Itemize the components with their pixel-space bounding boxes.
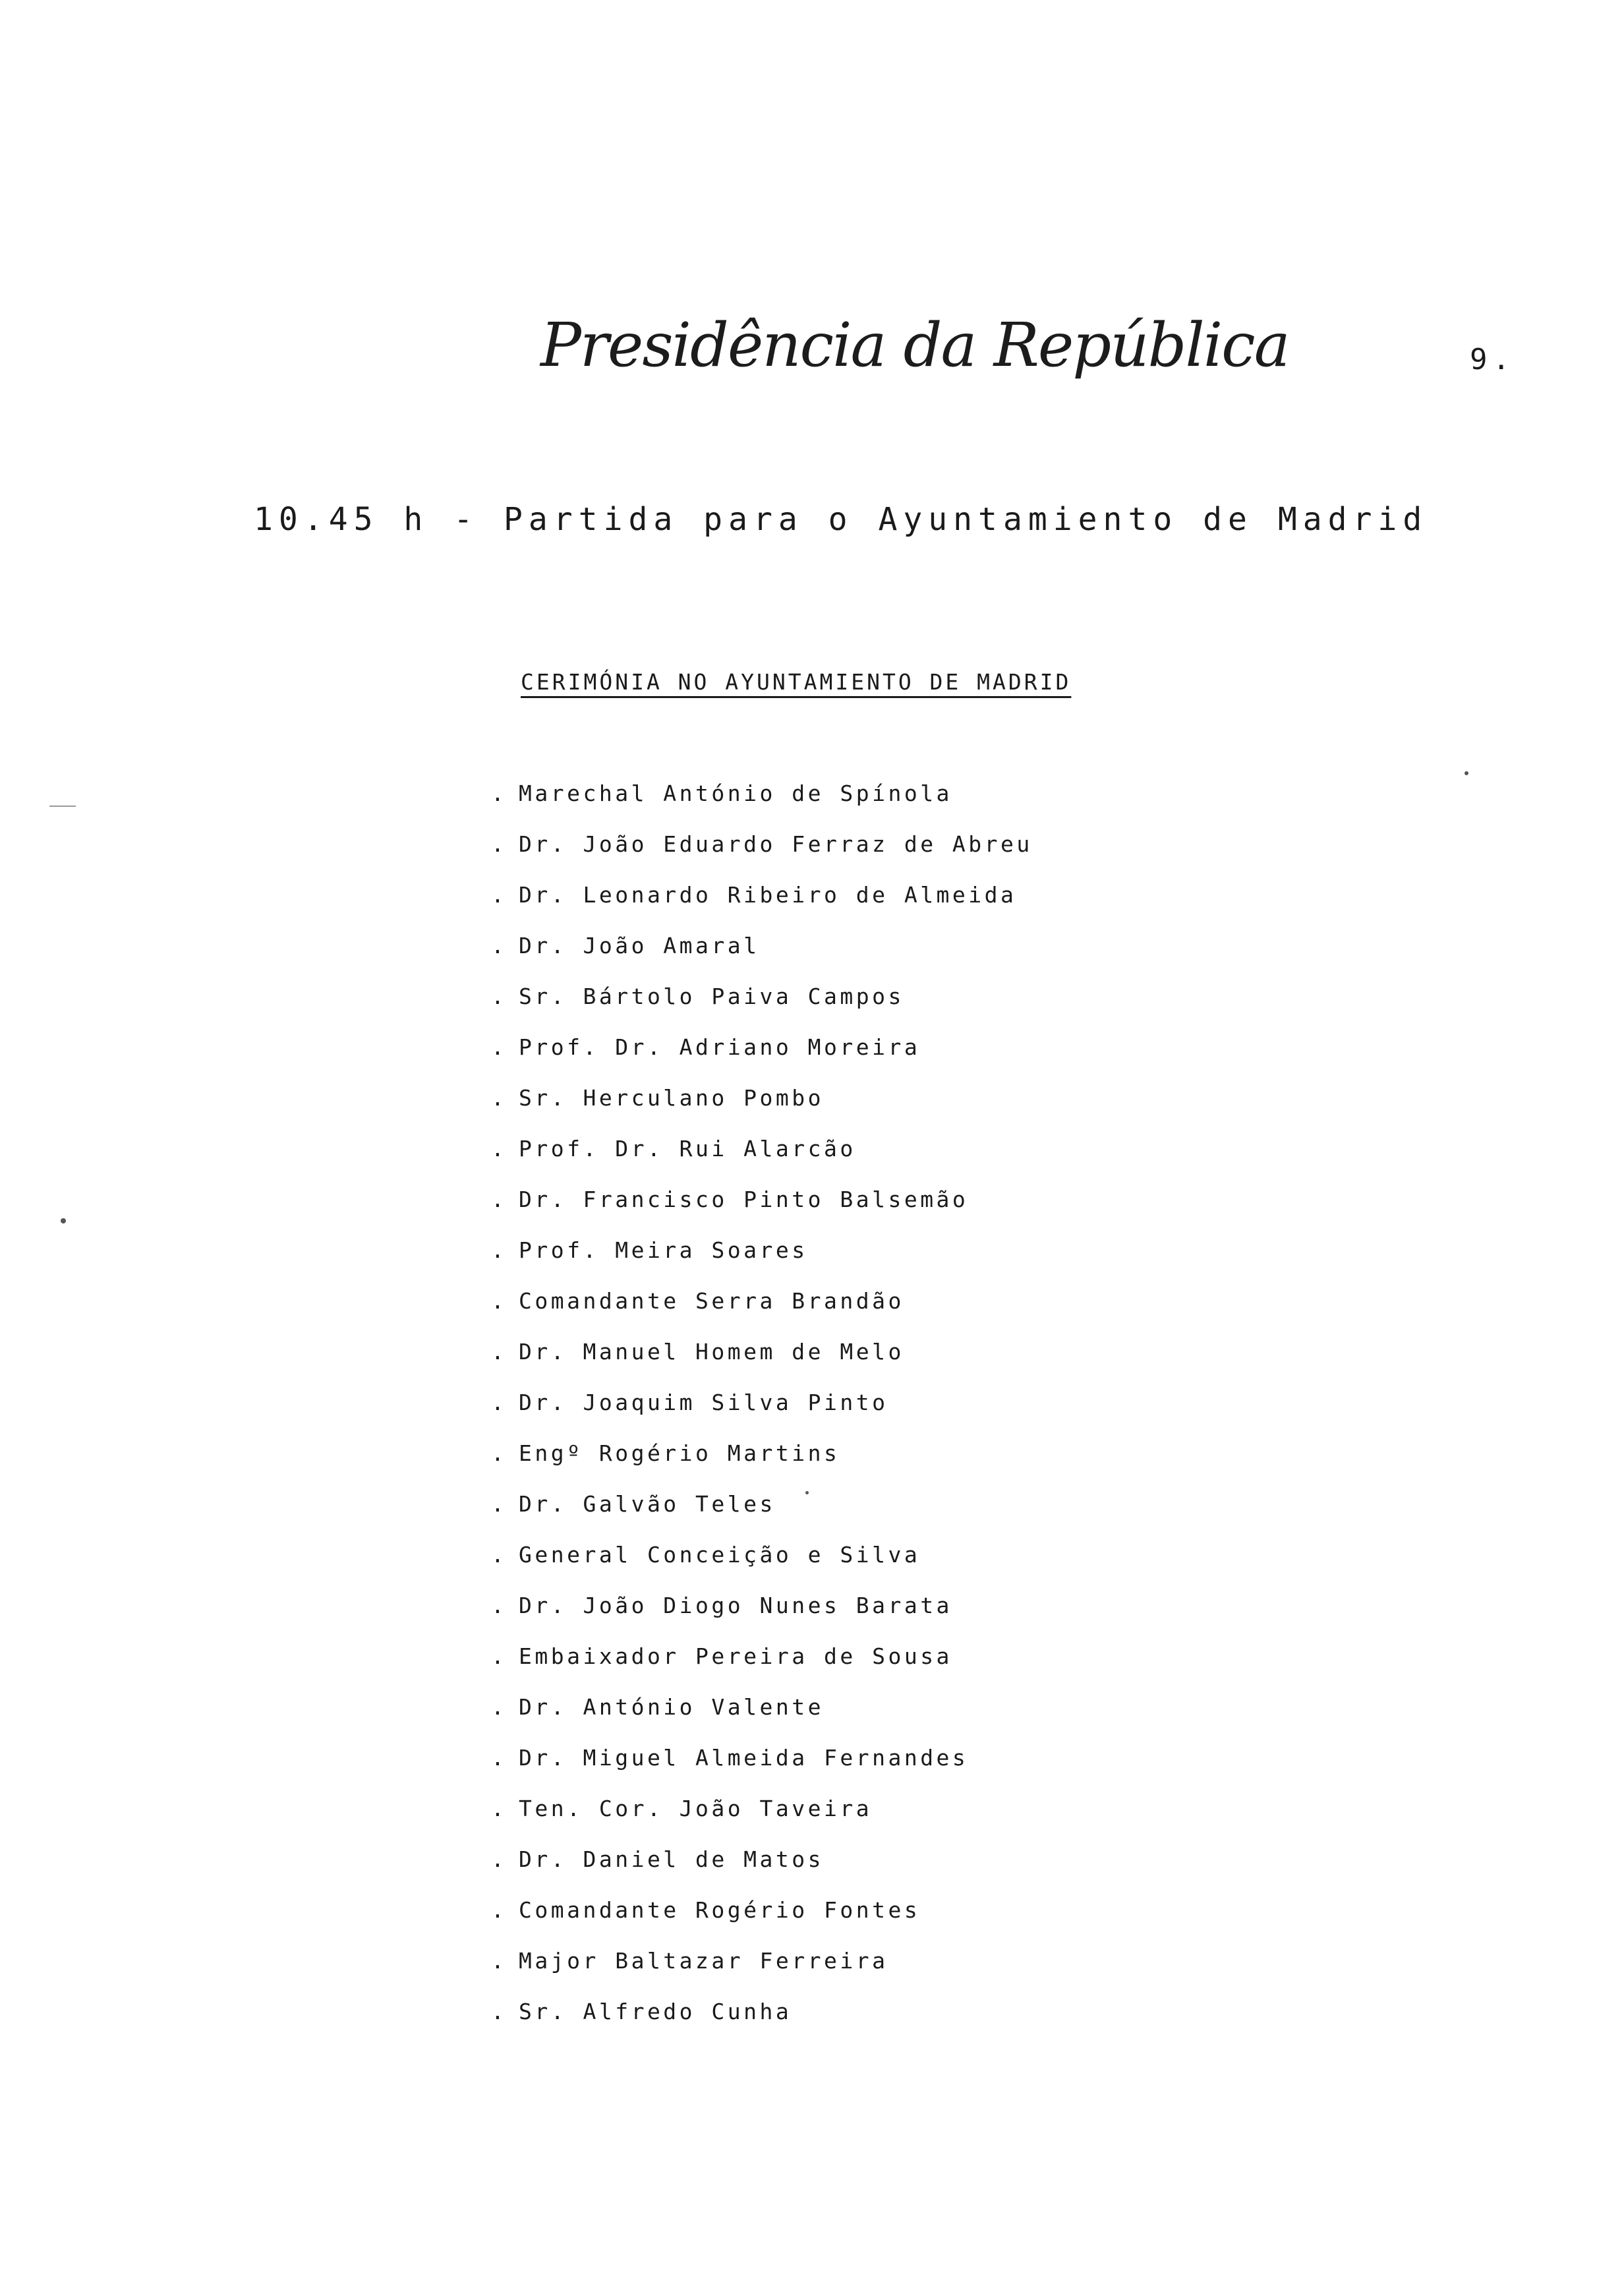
bullet: . bbox=[491, 1542, 508, 1568]
scan-speck bbox=[805, 1491, 809, 1494]
bullet: . bbox=[491, 1491, 508, 1517]
attendee-name: Dr. Leonardo Ribeiro de Almeida bbox=[519, 882, 1017, 908]
bullet: . bbox=[491, 1948, 508, 1974]
attendee-item bbox=[491, 1783, 1033, 1834]
attendee-item bbox=[491, 869, 1033, 920]
attendee-item bbox=[491, 1123, 1033, 1174]
attendee-item bbox=[491, 1529, 1033, 1580]
scan-speck bbox=[1464, 771, 1468, 775]
attendee-name: Dr. Francisco Pinto Balsemão bbox=[519, 1187, 969, 1212]
attendee-item bbox=[491, 1580, 1033, 1631]
bullet: . bbox=[491, 1796, 508, 1821]
bullet: . bbox=[491, 1136, 508, 1162]
attendee-item bbox=[491, 920, 1033, 971]
bullet: . bbox=[491, 1745, 508, 1771]
attendee-item bbox=[491, 1885, 1033, 1935]
attendee-name: Dr. Daniel de Matos bbox=[519, 1846, 824, 1872]
bullet: . bbox=[491, 933, 508, 958]
bullet: . bbox=[491, 1237, 508, 1263]
attendee-name: Comandante Serra Brandão bbox=[519, 1288, 904, 1314]
attendee-name: Dr. Joaquim Silva Pinto bbox=[519, 1390, 888, 1415]
bullet: . bbox=[491, 1897, 508, 1923]
attendee-name: Dr. João Diogo Nunes Barata bbox=[519, 1593, 952, 1618]
attendee-item bbox=[491, 1631, 1033, 1682]
schedule-item: 10.45 h - Partida para o Ayuntamiento de Madrid bbox=[254, 501, 1428, 538]
bullet: . bbox=[491, 984, 508, 1009]
attendee-item bbox=[491, 1479, 1033, 1529]
attendee-item bbox=[491, 1022, 1033, 1073]
attendee-name: Prof. Dr. Adriano Moreira bbox=[519, 1034, 921, 1060]
attendee-name: Embaixador Pereira de Sousa bbox=[519, 1643, 952, 1669]
attendee-name: Sr. Alfredo Cunha bbox=[519, 1999, 792, 2024]
attendee-item bbox=[491, 1834, 1033, 1885]
bullet: . bbox=[491, 1999, 508, 2024]
attendee-item bbox=[491, 1732, 1033, 1783]
bullet: . bbox=[491, 1593, 508, 1618]
attendee-item bbox=[491, 1682, 1033, 1732]
attendee-item bbox=[491, 1276, 1033, 1326]
attendee-name: Engº Rogério Martins bbox=[519, 1440, 840, 1466]
attendee-item bbox=[491, 971, 1033, 1022]
attendee-name: Dr. João Eduardo Ferraz de Abreu bbox=[519, 831, 1033, 857]
bullet: . bbox=[491, 1187, 508, 1212]
scan-speck bbox=[49, 806, 76, 807]
attendee-list bbox=[491, 768, 1033, 2037]
attendee-item bbox=[491, 1326, 1033, 1377]
section-title: CERIMÓNIA NO AYUNTAMIENTO DE MADRID bbox=[521, 669, 1072, 695]
attendee-name: Dr. João Amaral bbox=[519, 933, 760, 958]
attendee-item bbox=[491, 768, 1033, 819]
attendee-item bbox=[491, 1225, 1033, 1276]
page-number: 9. bbox=[1470, 343, 1515, 376]
attendee-name: Dr. António Valente bbox=[519, 1694, 824, 1720]
bullet: . bbox=[491, 1339, 508, 1365]
attendee-item bbox=[491, 1377, 1033, 1428]
attendee-name: Ten. Cor. João Taveira bbox=[519, 1796, 873, 1821]
attendee-item bbox=[491, 1986, 1033, 2037]
bullet: . bbox=[491, 1643, 508, 1669]
attendee-name: Dr. Galvão Teles bbox=[519, 1491, 776, 1517]
attendee-name: General Conceição e Silva bbox=[519, 1542, 921, 1568]
attendee-item bbox=[491, 1935, 1033, 1986]
attendee-name: Sr. Herculano Pombo bbox=[519, 1085, 824, 1111]
bullet: . bbox=[491, 882, 508, 908]
attendee-name: Comandante Rogério Fontes bbox=[519, 1897, 921, 1923]
bullet: . bbox=[491, 831, 508, 857]
attendee-name: Prof. Meira Soares bbox=[519, 1237, 808, 1263]
bullet: . bbox=[491, 780, 508, 806]
attendee-item bbox=[491, 819, 1033, 869]
attendee-name: Dr. Miguel Almeida Fernandes bbox=[519, 1745, 969, 1771]
scan-speck bbox=[61, 1218, 66, 1223]
bullet: . bbox=[491, 1034, 508, 1060]
bullet: . bbox=[491, 1694, 508, 1720]
attendee-item bbox=[491, 1428, 1033, 1479]
bullet: . bbox=[491, 1846, 508, 1872]
bullet: . bbox=[491, 1440, 508, 1466]
attendee-name: Marechal António de Spínola bbox=[519, 780, 952, 806]
bullet: . bbox=[491, 1390, 508, 1415]
attendee-item bbox=[491, 1174, 1033, 1225]
attendee-name: Sr. Bártolo Paiva Campos bbox=[519, 984, 904, 1009]
attendee-name: Prof. Dr. Rui Alarcão bbox=[519, 1136, 856, 1162]
attendee-item bbox=[491, 1073, 1033, 1123]
attendee-name: Dr. Manuel Homem de Melo bbox=[519, 1339, 904, 1365]
letterhead-title: Presidência da República bbox=[540, 310, 1289, 380]
attendee-name: Major Baltazar Ferreira bbox=[519, 1948, 888, 1974]
bullet: . bbox=[491, 1288, 508, 1314]
bullet: . bbox=[491, 1085, 508, 1111]
